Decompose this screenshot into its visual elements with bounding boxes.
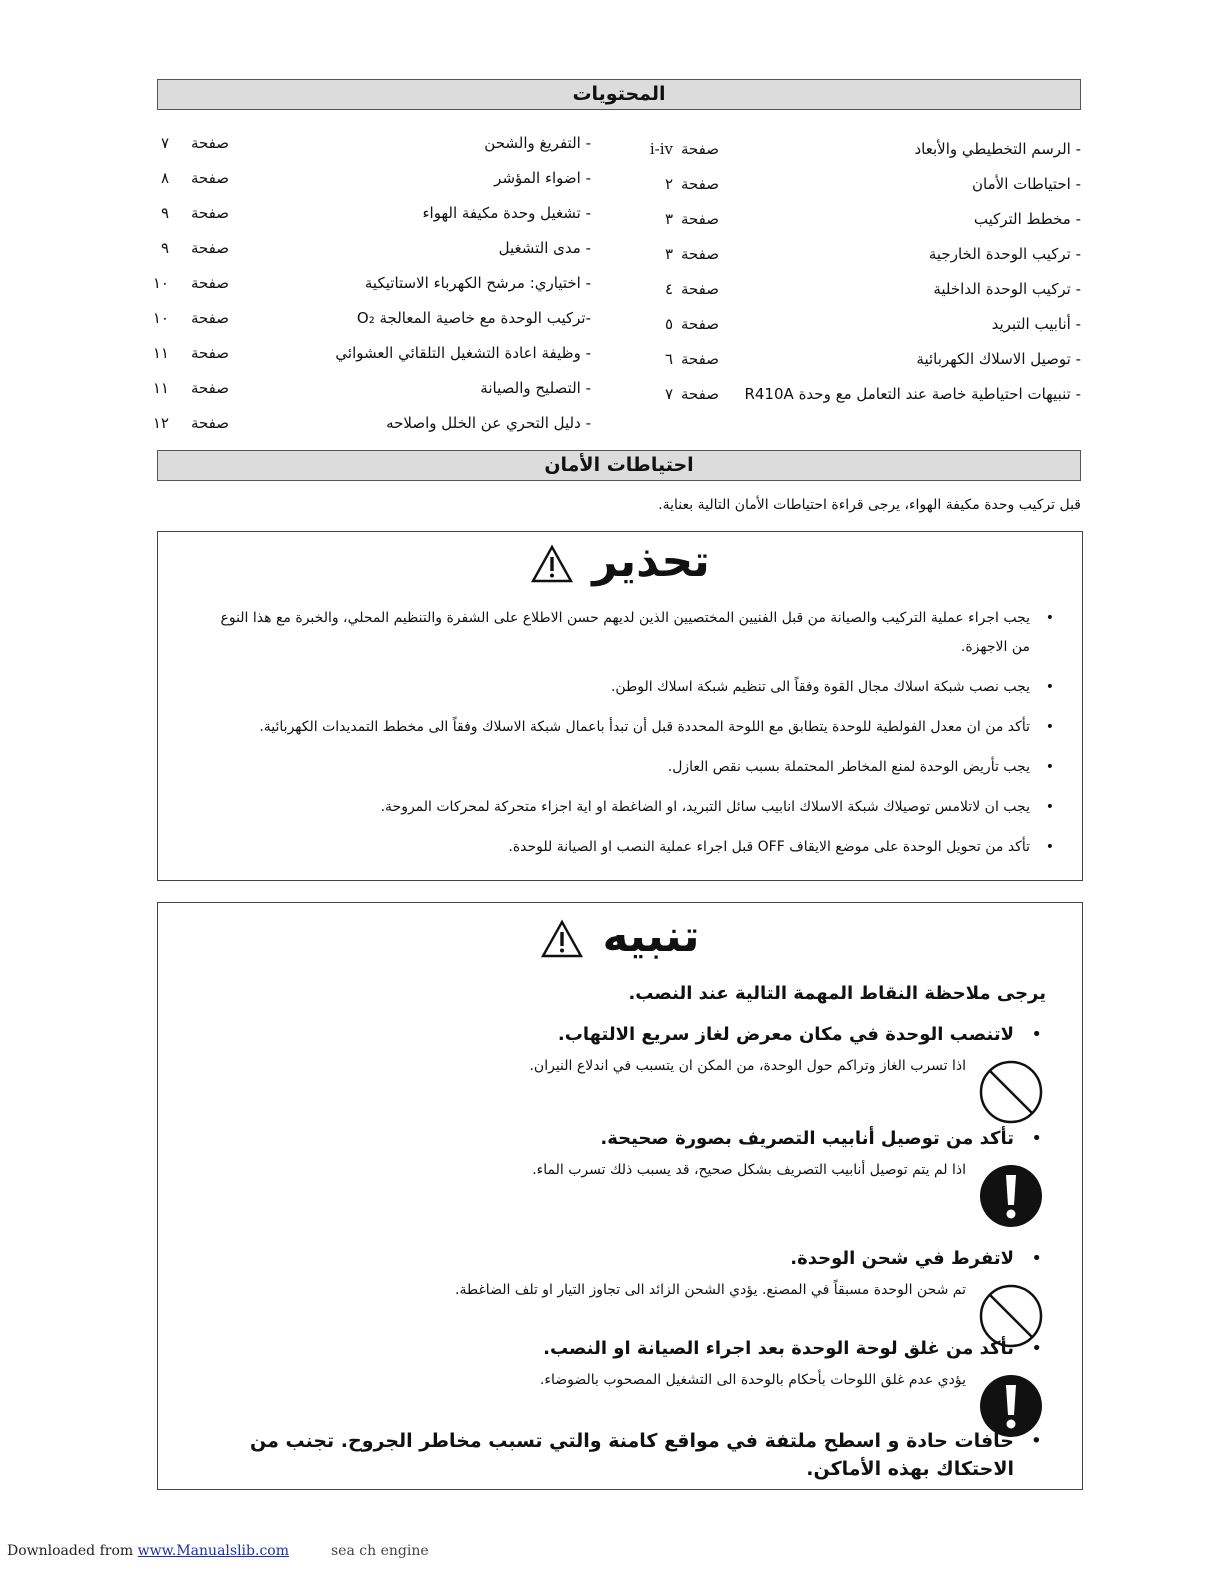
toc-title: - أنابيب التبريد bbox=[991, 315, 1081, 333]
toc-title: - تركيب الوحدة الداخلية bbox=[933, 280, 1081, 298]
toc-title: - وظيفة اعادة التشغيل التلقائي العشوائي bbox=[335, 344, 591, 362]
warning-list bbox=[216, 604, 1056, 873]
warning-item: • يجب نصب شبكة اسلاك مجال القوة وفقاً الى تنظيم شبكة اسلاك الوطن. bbox=[216, 673, 1056, 702]
toc-title: - تنبيهات احتياطية خاصة عند التعامل مع وحدة R410A bbox=[744, 385, 1081, 403]
toc-page-word: صفحة bbox=[190, 414, 229, 432]
toc-page-word: صفحة bbox=[190, 134, 229, 152]
caution-subtitle: يرجى ملاحظة النقاط المهمة التالية عند النصب. bbox=[628, 983, 1046, 1004]
toc-title: - تشغيل وحدة مكيفة الهواء bbox=[422, 204, 591, 222]
toc-page-number: ٦ bbox=[664, 350, 673, 368]
toc-title: - دليل التحري عن الخلل واصلاحه bbox=[386, 414, 591, 432]
toc-entry[interactable] bbox=[640, 342, 1081, 377]
toc-page-word: صفحة bbox=[680, 140, 719, 158]
contents-right-column bbox=[640, 132, 1081, 412]
toc-title: - تركيب الوحدة الخارجية bbox=[928, 245, 1081, 263]
toc-entry[interactable] bbox=[640, 307, 1081, 342]
toc-page-number: ١١ bbox=[152, 379, 169, 397]
toc-page-number: ٧ bbox=[160, 134, 169, 152]
toc-entry[interactable] bbox=[150, 231, 591, 266]
caution-item-body bbox=[186, 1055, 1046, 1111]
toc-title: - مخطط التركيب bbox=[973, 210, 1081, 228]
caution-item-heading: • تأكد من غلق لوحة الوحدة بعد اجراء الصيانة او النصب. bbox=[186, 1335, 1046, 1363]
warning-triangle-icon bbox=[530, 544, 574, 584]
caution-item-text: يؤدي عدم غلق اللوحات بأحكام بالوحدة الى التشغيل المصحوب بالضوضاء. bbox=[539, 1372, 966, 1388]
caution-item-heading: • لاتنصب الوحدة في مكان معرض لغاز سريع الالتهاب. bbox=[186, 1021, 1046, 1049]
toc-title: - اختياري: مرشح الكهرباء الاستاتيكية bbox=[364, 274, 591, 292]
caution-title: تنبيه bbox=[602, 911, 700, 962]
toc-entry[interactable] bbox=[150, 371, 591, 406]
toc-entry[interactable] bbox=[640, 132, 1081, 167]
safety-intro: قبل تركيب وحدة مكيفة الهواء، يرجى قراءة احتياطات الأمان التالية بعناية. bbox=[658, 497, 1081, 513]
caution-item-body bbox=[186, 1369, 1046, 1425]
toc-page-number: ١٢ bbox=[152, 414, 169, 432]
toc-page-word: صفحة bbox=[680, 280, 719, 298]
contents-left-column bbox=[150, 126, 591, 441]
toc-title: - التصليح والصيانة bbox=[480, 379, 591, 397]
warning-heading bbox=[158, 536, 1082, 587]
toc-entry[interactable] bbox=[640, 237, 1081, 272]
toc-page-word: صفحة bbox=[680, 210, 719, 228]
toc-page-word: صفحة bbox=[190, 169, 229, 187]
caution-heading bbox=[158, 911, 1082, 962]
toc-page-number: i-iv bbox=[649, 140, 673, 158]
warning-item: • يجب تأريض الوحدة لمنع المخاطر المحتملة بسبب نقص العازل. bbox=[216, 753, 1056, 782]
caution-item bbox=[186, 1335, 1046, 1425]
contents-heading: المحتويات bbox=[157, 79, 1081, 110]
toc-page-word: صفحة bbox=[190, 309, 229, 327]
footer-search-text: sea ch engine bbox=[331, 1543, 429, 1559]
caution-item-heading: • تأكد من توصيل أنابيب التصريف بصورة صحيحة. bbox=[186, 1125, 1046, 1153]
toc-entry[interactable] bbox=[640, 202, 1081, 237]
mandatory-icon bbox=[978, 1163, 1044, 1236]
toc-entry[interactable] bbox=[150, 336, 591, 371]
warning-item: • يجب اجراء عملية التركيب والصيانة من قبل الفنيين المختصيين الذين لديهم حسن الاطلاع على الشفرة والتنظيم المحلي، والخبرة مع هذا النوع من الاجهزة. bbox=[216, 604, 1056, 662]
caution-item-heading: • حافات حادة و اسطح ملتفة في مواقع كامنة والتي تسبب مخاطر الجروح. تجنب من الاحتكاك بهذه الأماكن. bbox=[186, 1427, 1046, 1483]
toc-page-number: ٣ bbox=[664, 210, 673, 228]
toc-entry[interactable] bbox=[150, 126, 591, 161]
toc-page-word: صفحة bbox=[680, 315, 719, 333]
toc-title: - احتياطات الأمان bbox=[972, 175, 1081, 193]
warning-item: • تأكد من تحويل الوحدة على موضع الايقاف OFF قبل اجراء عملية النصب او الصيانة للوحدة. bbox=[216, 833, 1056, 862]
toc-page-word: صفحة bbox=[190, 379, 229, 397]
toc-page-number: ٢ bbox=[664, 175, 673, 193]
caution-item-text: اذا لم يتم توصيل أنابيب التصريف بشكل صحيح، قد يسبب ذلك تسرب الماء. bbox=[532, 1162, 966, 1178]
warning-item: • يجب ان لاتلامس توصيلاك شبكة الاسلاك انابيب سائل التبريد، او الضاغطة او اية اجزاء متحركة لمحركات المروحة. bbox=[216, 793, 1056, 822]
footer-link[interactable]: www.Manualslib.com bbox=[137, 1543, 289, 1559]
toc-entry[interactable] bbox=[150, 196, 591, 231]
caution-item bbox=[186, 1021, 1046, 1111]
toc-page-number: ١٠ bbox=[152, 309, 169, 327]
toc-title: -تركيب الوحدة مع خاصية المعالجة O₂ bbox=[356, 309, 591, 327]
toc-page-word: صفحة bbox=[190, 344, 229, 362]
toc-entry[interactable] bbox=[640, 167, 1081, 202]
toc-title: - الرسم التخطيطي والأبعاد bbox=[914, 140, 1081, 158]
toc-page-word: صفحة bbox=[190, 204, 229, 222]
caution-item-body bbox=[186, 1159, 1046, 1215]
toc-entry[interactable] bbox=[640, 272, 1081, 307]
toc-title: - مدى التشغيل bbox=[498, 239, 591, 257]
caution-item bbox=[186, 1427, 1046, 1483]
caution-triangle-icon bbox=[540, 919, 584, 959]
toc-entry[interactable] bbox=[150, 301, 591, 336]
caution-item bbox=[186, 1125, 1046, 1215]
footer-prefix: Downloaded from bbox=[7, 1543, 134, 1559]
toc-title: - التفريغ والشحن bbox=[484, 134, 591, 152]
toc-page-word: صفحة bbox=[190, 274, 229, 292]
caution-item bbox=[186, 1245, 1046, 1335]
toc-entry[interactable] bbox=[150, 406, 591, 441]
toc-page-number: ١١ bbox=[152, 344, 169, 362]
toc-page-number: ٤ bbox=[664, 280, 673, 298]
toc-page-word: صفحة bbox=[680, 245, 719, 263]
prohibited-icon bbox=[978, 1059, 1044, 1132]
toc-page-number: ١٠ bbox=[152, 274, 169, 292]
caution-item-body bbox=[186, 1279, 1046, 1335]
toc-page-word: صفحة bbox=[190, 239, 229, 257]
toc-entry[interactable] bbox=[150, 161, 591, 196]
safety-heading: احتياطات الأمان bbox=[157, 450, 1081, 481]
toc-page-number: ٥ bbox=[664, 315, 673, 333]
toc-entry[interactable] bbox=[150, 266, 591, 301]
toc-page-number: ٩ bbox=[160, 204, 169, 222]
toc-entry[interactable] bbox=[640, 377, 1081, 412]
toc-title: - اضواء المؤشر bbox=[494, 169, 591, 187]
toc-page-number: ٩ bbox=[160, 239, 169, 257]
toc-page-word: صفحة bbox=[680, 385, 719, 403]
toc-page-word: صفحة bbox=[680, 350, 719, 368]
toc-page-number: ٧ bbox=[664, 385, 673, 403]
footer-download-note bbox=[7, 1543, 289, 1559]
toc-title: - توصيل الاسلاك الكهربائية bbox=[916, 350, 1081, 368]
toc-page-word: صفحة bbox=[680, 175, 719, 193]
toc-page-number: ٣ bbox=[664, 245, 673, 263]
warning-title: تحذير bbox=[592, 536, 710, 587]
warning-box bbox=[157, 531, 1083, 881]
warning-item: • تأكد من ان معدل الفولطية للوحدة يتطابق مع اللوحة المحددة قبل أن تبدأ باعمال شبكة الاسلاك وفقاً الى مخطط التمديدات الكهربائية. bbox=[216, 713, 1056, 742]
caution-item-text: تم شحن الوحدة مسبقاً في المصنع. يؤدي الشحن الزائد الى تجاوز التيار او تلف الضاغطة. bbox=[455, 1282, 966, 1298]
caution-item-heading: • لاتفرط في شحن الوحدة. bbox=[186, 1245, 1046, 1273]
caution-box bbox=[157, 902, 1083, 1490]
caution-item-text: اذا تسرب الغاز وتراكم حول الوحدة، من المكن ان يتسبب في اندلاع النيران. bbox=[529, 1058, 966, 1074]
toc-page-number: ٨ bbox=[160, 169, 169, 187]
